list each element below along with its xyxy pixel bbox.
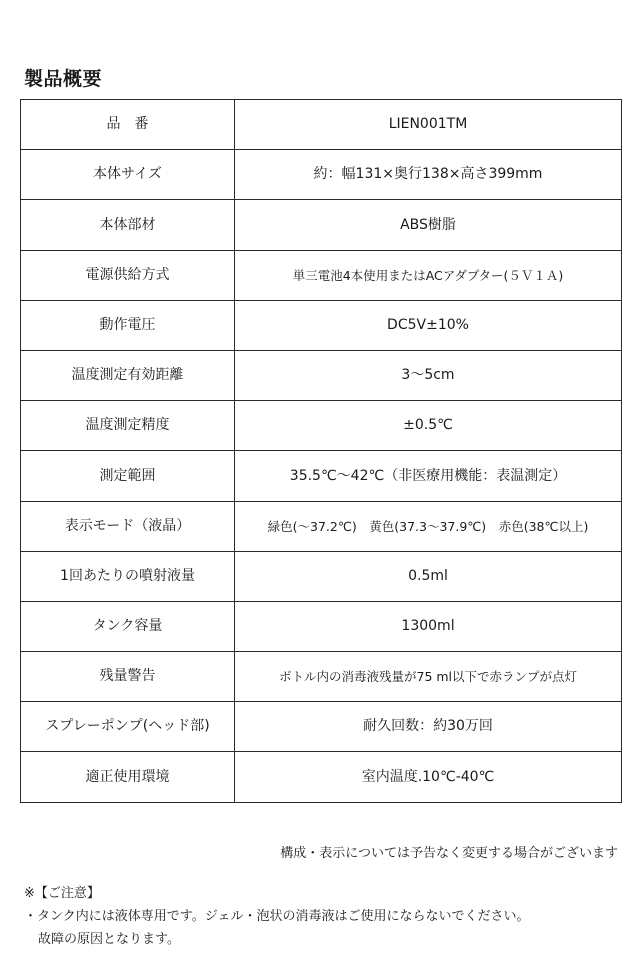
table-row: [21, 601, 622, 651]
table-row: [21, 451, 622, 501]
spec-value: LIEN001TM: [235, 100, 622, 150]
table-row: [21, 551, 622, 601]
spec-label: 1回あたりの噴射液量: [21, 551, 235, 601]
table-row: [21, 200, 622, 250]
spec-label: 本体サイズ: [21, 150, 235, 200]
spec-value: 緑色(～37.2℃) 黄色(37.3～37.9℃) 赤色(38℃以上): [235, 501, 622, 551]
spec-label: スプレーポンプ(ヘッド部): [21, 702, 235, 752]
spec-label: 品 番: [21, 100, 235, 150]
spec-table: [20, 99, 622, 803]
table-row: [21, 350, 622, 400]
spec-label: 残量警告: [21, 652, 235, 702]
caution-line: 故障の原因となります。: [38, 932, 180, 947]
spec-value: 35.5℃～42℃（非医療用機能：表温測定）: [235, 451, 622, 501]
table-row: [21, 150, 622, 200]
table-row: [21, 652, 622, 702]
spec-value: 1300ml: [235, 601, 622, 651]
spec-label: 本体部材: [21, 200, 235, 250]
spec-label: 電源供給方式: [21, 250, 235, 300]
spec-label: 温度測定有効距離: [21, 350, 235, 400]
spec-value: ±0.5℃: [235, 401, 622, 451]
table-row: [21, 300, 622, 350]
spec-label: 温度測定精度: [21, 401, 235, 451]
table-row: [21, 501, 622, 551]
spec-table-body: [21, 100, 622, 803]
spec-value: 約：幅131×奥行138×高さ399mm: [235, 150, 622, 200]
caution-heading: ※【ご注意】: [24, 886, 100, 901]
spec-value: 0.5ml: [235, 551, 622, 601]
caution-notes: [24, 882, 529, 951]
spec-value: 耐久回数：約30万回: [235, 702, 622, 752]
table-row: [21, 401, 622, 451]
spec-label: 表示モード（液晶）: [21, 501, 235, 551]
table-row: [21, 250, 622, 300]
caution-line: ・タンク内には液体専用です。ジェル・泡状の消毒液はご使用にならないでください。: [24, 909, 530, 924]
spec-value: ABS樹脂: [235, 200, 622, 250]
spec-label: 測定範囲: [21, 451, 235, 501]
spec-value: DC5V±10%: [235, 300, 622, 350]
spec-label: 適正使用環境: [21, 752, 235, 802]
table-row: [21, 752, 622, 802]
spec-label: 動作電圧: [21, 300, 235, 350]
spec-value: 室内温度.10℃-40℃: [235, 752, 622, 802]
disclaimer-note: 構成・表示については予告なく変更する場合がございます: [280, 846, 618, 861]
spec-label: タンク容量: [21, 601, 235, 651]
spec-value: ボトル内の消毒液残量が75 ml以下で赤ランプが点灯: [235, 652, 622, 702]
table-row: [21, 702, 622, 752]
table-row: [21, 100, 622, 150]
spec-value: 3～5cm: [235, 350, 622, 400]
page-title: 製品概要: [24, 68, 103, 90]
spec-value: 単三電池4本使用またはACアダプター(５Ｖ１Ａ): [235, 250, 622, 300]
